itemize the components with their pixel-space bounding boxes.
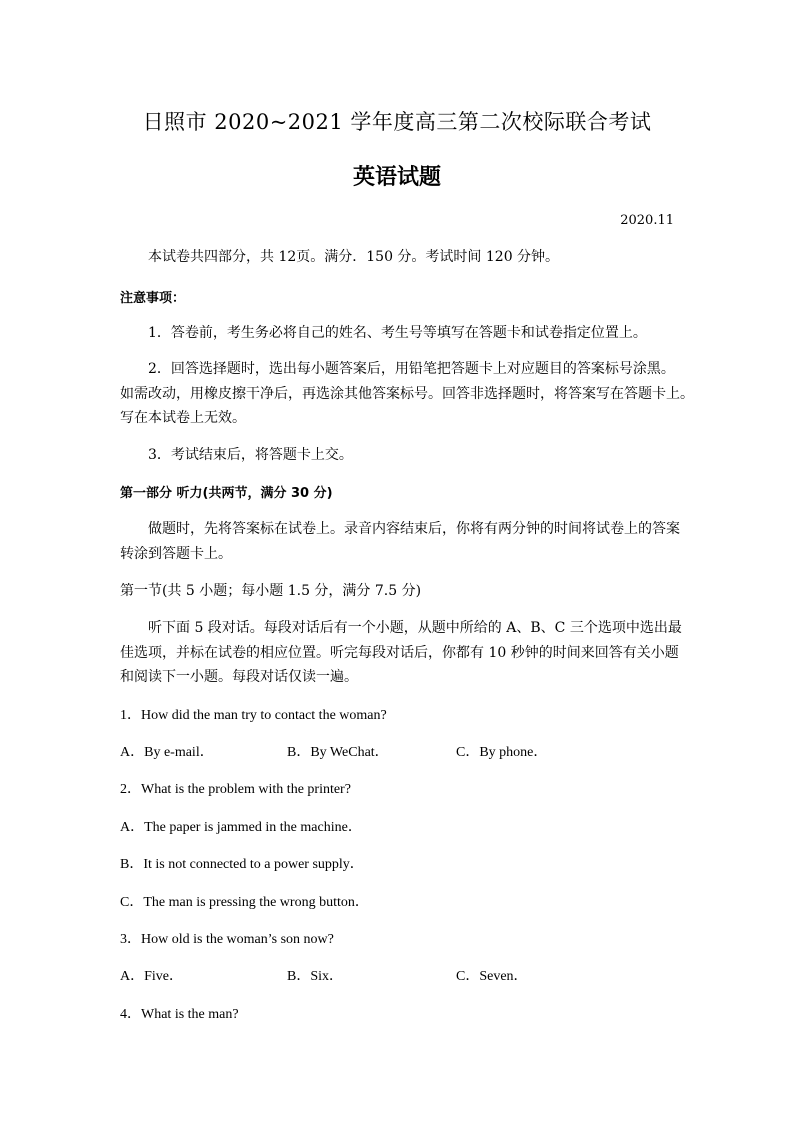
question-1-stem: 1．How did the man try to contact the woman? bbox=[120, 708, 387, 723]
question-3-option-c: C．Seven． bbox=[456, 969, 528, 984]
part1-instruction-line-2: 转涂到答题卡上。 bbox=[120, 546, 232, 562]
notice-item-1: 1．答卷前，考生务必将自己的姓名、考生号等填写在答题卡和试卷指定位置上。 bbox=[148, 325, 647, 341]
section1-instruction-line-3: 和阅读下一小题。每段对话仅读一遍。 bbox=[120, 669, 358, 685]
intro-text: 本试卷共四部分，共 12页。满分．150 分。考试时间 120 分钟。 bbox=[148, 249, 560, 265]
notice-item-2-line-3: 写在本试卷上无效。 bbox=[120, 410, 246, 426]
part1-instruction-line-1: 做题时，先将答案标在试卷上。录音内容结束后，你将有两分钟的时间将试卷上的答案 bbox=[148, 521, 680, 537]
question-1-option-c: C．By phone． bbox=[456, 745, 548, 760]
exam-date: 2020.11 bbox=[620, 213, 674, 228]
notice-heading: 注意事项： bbox=[120, 291, 186, 306]
exam-title: 日照市 2020~2021 学年度高三第二次校际联合考试 bbox=[142, 110, 652, 134]
question-2-option-a: A．The paper is jammed in the machine． bbox=[120, 820, 362, 835]
question-3-option-b: B．Six． bbox=[287, 969, 344, 984]
question-3-option-a: A．Five． bbox=[120, 969, 183, 984]
notice-item-3: 3．考试结束后，将答题卡上交。 bbox=[148, 447, 353, 463]
part1-heading: 第一部分 听力(共两节，满分 30 分) bbox=[120, 486, 333, 501]
question-2-stem: 2．What is the problem with the printer? bbox=[120, 782, 351, 797]
question-2-option-b: B．It is not connected to a power supply． bbox=[120, 857, 364, 872]
section1-instruction-line-2: 佳选项，并标在试卷的相应位置。听完每段对话后，你都有 10 秒钟的时间来回答有关小题 bbox=[120, 645, 679, 661]
question-4-stem: 4．What is the man? bbox=[120, 1007, 239, 1022]
section1-heading: 第一节(共 5 小题；每小题 1.5 分，满分 7.5 分) bbox=[120, 583, 422, 599]
question-3-stem: 3．How old is the woman’s son now? bbox=[120, 932, 334, 947]
question-1-option-b: B．By WeChat． bbox=[287, 745, 389, 760]
notice-item-2-line-1: 2．回答选择题时，选出每小题答案后，用铅笔把答题卡上对应题目的答案标号涂黑。 bbox=[148, 361, 675, 377]
question-1-option-a: A．By e-mail． bbox=[120, 745, 214, 760]
section1-instruction-line-1: 听下面 5 段对话。每段对话后有一个小题，从题中所给的 A、B、C 三个选项中选出最 bbox=[148, 620, 682, 636]
notice-item-2-line-2: 如需改动，用橡皮擦干净后，再选涂其他答案标号。回答非选择题时，将答案写在答题卡上。 bbox=[120, 386, 694, 402]
exam-subject: 英语试题 bbox=[352, 165, 441, 190]
question-2-option-c: C．The man is pressing the wrong button． bbox=[120, 895, 369, 910]
